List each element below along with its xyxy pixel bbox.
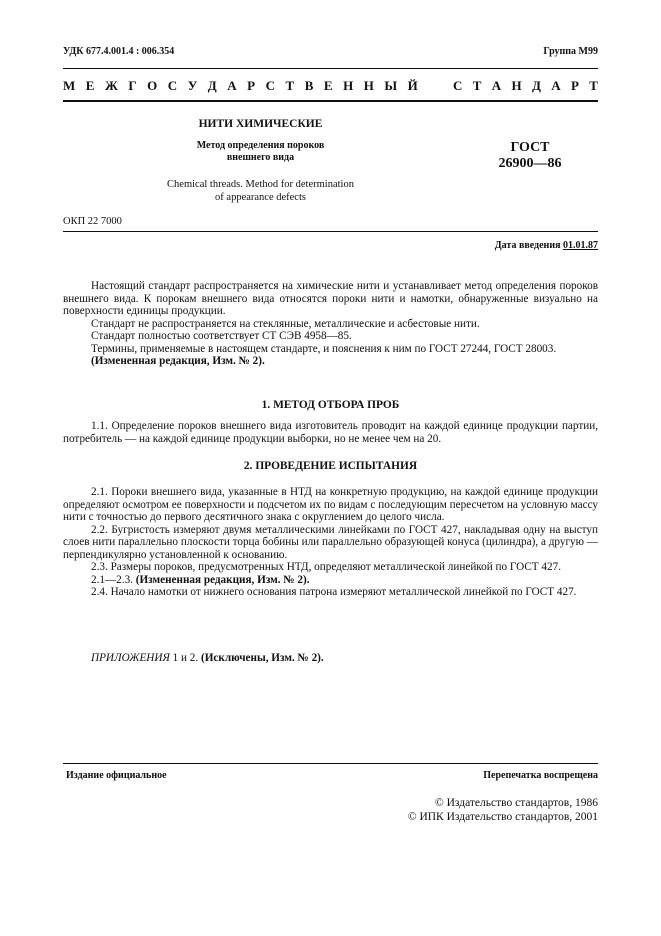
section-1-heading: 1. МЕТОД ОТБОРА ПРОБ — [261, 399, 400, 411]
appendix-line — [63, 652, 598, 665]
banner-letter: А — [551, 78, 561, 93]
banner-letter: Т — [285, 78, 295, 93]
banner-letter: Д — [531, 78, 541, 93]
intro-date-value: 01.01.87 — [563, 240, 598, 251]
banner-letter: Н — [343, 78, 354, 93]
banner-letter: Е — [85, 78, 95, 93]
banner-letter: Ж — [104, 78, 118, 93]
gost-label: ГОСТ — [510, 140, 550, 155]
section-2-amendment-text: (Измененная редакция, Изм. № 2). — [135, 573, 310, 586]
section-2-body — [63, 486, 598, 599]
appendix-status: (Исключены, Изм. № 2). — [201, 652, 324, 664]
english-title-line-2: of appearance defects — [215, 191, 306, 203]
doc-subtitle-line-2: внешнего вида — [226, 152, 295, 163]
banner — [63, 78, 598, 94]
banner-rule — [63, 100, 598, 102]
section-2-paragraph-2: 2.2. Бугристость измеряют двумя металлическими линейками по ГОСТ 427, накладывая одну на выступ слоев нити параллельно плоскости торца бобины или параллельно образующей конуса (цилиндра), а другую — перпендикулярно установленной к основанию. — [63, 523, 598, 561]
section-2-amendment-prefix: 2.1—2.3. — [91, 573, 133, 586]
gost-number: 26900—86 — [498, 156, 562, 171]
reprint-notice: Перепечатка воспрещена — [483, 770, 598, 781]
banner-letter: Т — [589, 78, 598, 93]
footer-rule — [63, 763, 598, 764]
section-2-paragraph-1: 2.1. Пороки внешнего вида, указанные в НТД на конкретную продукцию, на каждой единице продукции определяют осмотром ее поверхности и подсчетом их по видам с последующим пересчетом на условную массу нити с точностью до первого десятичного знака с округлением до целого числа. — [63, 486, 598, 523]
intro-paragraph: Стандарт полностью соответствует СТ СЭВ 4958—85. — [91, 330, 352, 342]
intro-amendment: (Измененная редакция, Изм. № 2). — [91, 355, 265, 367]
section-2-amendment — [63, 574, 598, 587]
intro-paragraph: Термины, применяемые в настоящем стандарте, и пояснения к ним по ГОСТ 27244, ГОСТ 28003. — [91, 342, 557, 355]
banner-letter: С — [265, 78, 275, 93]
banner-letter: О — [147, 78, 158, 93]
okp-rule — [63, 231, 598, 232]
udk-code: УДК 677.4.001.4 : 006.354 — [63, 46, 175, 57]
banner-letter: А — [227, 78, 237, 93]
intro-date-label: Дата введения — [494, 240, 561, 251]
banner-letter: В — [304, 78, 314, 93]
banner-letter: М — [63, 78, 76, 93]
appendix-numbers: 1 и 2. — [172, 652, 199, 664]
banner-letter: Н — [511, 78, 522, 93]
section-2-paragraph-3: 2.3. Размеры пороков, предусмотренных НТД, определяют металлической линейкой по ГОСТ 427. — [91, 561, 562, 573]
banner-letter: Д — [207, 78, 217, 93]
banner-letter: Н — [363, 78, 374, 93]
intro-block — [63, 280, 598, 368]
section-2-paragraph-4: 2.4. Начало намотки от нижнего основания патрона измеряют металлической линейкой по ГОСТ 427. — [91, 586, 577, 598]
doc-title: НИТИ ХИМИЧЕСКИЕ — [198, 118, 323, 130]
group-code: Группа М99 — [543, 46, 598, 57]
intro-date — [495, 240, 598, 251]
copyright-line-2: © ИПК Издательство стандартов, 2001 — [407, 811, 598, 823]
banner-letter: У — [187, 78, 198, 93]
official-edition: Издание официальное — [66, 770, 167, 781]
banner-letter: Р — [247, 78, 256, 93]
banner-letter: С — [167, 78, 178, 93]
copyright-block — [408, 796, 598, 824]
english-title — [63, 179, 458, 204]
copyright-line-1: © Издательство стандартов, 1986 — [434, 797, 598, 809]
okp-code: ОКП 22 7000 — [63, 216, 122, 227]
section-2-heading: 2. ПРОВЕДЕНИЕ ИСПЫТАНИЯ — [243, 460, 418, 472]
doc-subtitle — [63, 140, 458, 164]
banner-word-2 — [453, 78, 598, 94]
banner-letter: Ы — [384, 78, 398, 93]
gost-designation — [470, 140, 590, 172]
banner-letter: Т — [472, 78, 482, 93]
appendix-label: ПРИЛОЖЕНИЯ — [91, 652, 170, 664]
english-title-line-1: Chemical threads. Method for determination — [167, 179, 354, 190]
doc-subtitle-line-1: Метод определения пороков — [196, 140, 325, 151]
banner-letter: А — [491, 78, 502, 93]
appendix-note — [63, 652, 598, 665]
section-1-paragraph: 1.1. Определение пороков внешнего вида изготовитель проводит на каждой единице продукции партии, потребитель — на каждой единице продукции выборки, но не менее чем на 20. — [63, 420, 598, 445]
intro-paragraph: Стандарт не распространяется на стеклянные, металлические и асбестовые нити. — [91, 317, 480, 330]
banner-letter: Р — [570, 78, 579, 93]
intro-paragraph: Настоящий стандарт распространяется на химические нити и устанавливает метод определения пороков внешнего вида. К порокам внешнего вида относятся пороки нити и намотки, обнаруженные визуально на поверхности единицы продукции. — [63, 280, 598, 317]
top-rule — [63, 68, 598, 69]
banner-letter: Й — [407, 78, 418, 93]
banner-letter: С — [453, 78, 463, 93]
banner-letter: Г — [128, 78, 137, 93]
section-1-body — [63, 420, 598, 445]
banner-word-1 — [63, 78, 418, 94]
banner-letter: Е — [323, 78, 333, 93]
